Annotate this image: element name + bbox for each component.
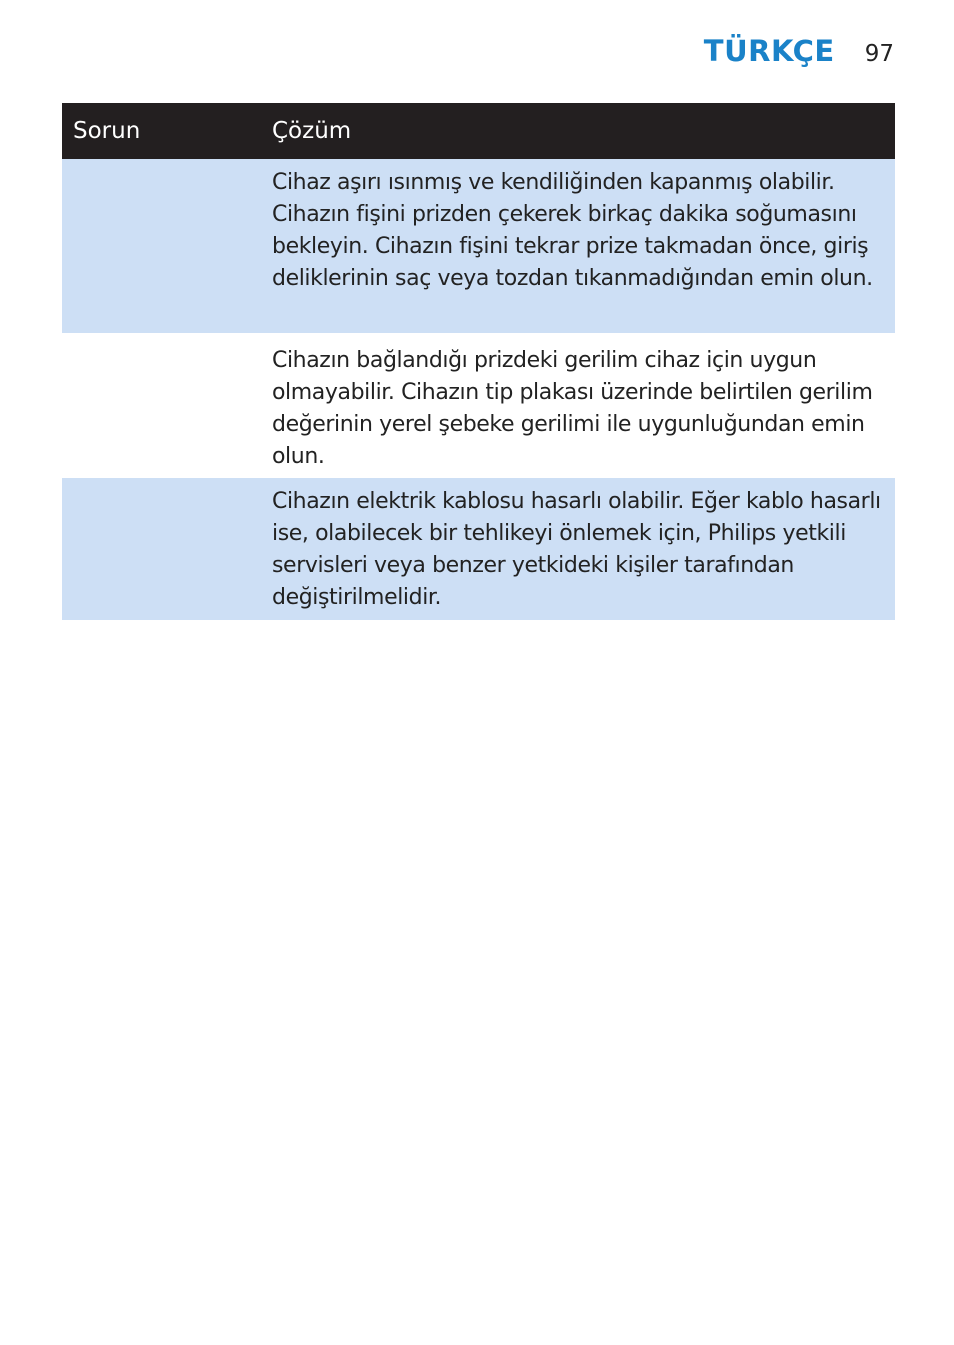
solution-cell: Cihazın elektrik kablosu hasarlı olabilir. Eğer kablo hasarlı ise, olabilecek bir tehlikeyi önlemek için, Philips yetkili servisleri veya benzer yetkideki kişiler tarafından değiştirilmelidir. [272, 489, 881, 610]
problem-cell [62, 337, 272, 478]
solution-cell: Cihazın bağlandığı prizdeki gerilim cihaz için uygun olmayabilir. Cihazın tip plakası üzerinde belirtilen gerilim değerinin yerel şebeke gerilimi ile uygunluğundan emin olun. [272, 348, 873, 469]
table-row [62, 478, 895, 620]
problem-cell [62, 478, 272, 620]
solution-cell: Cihaz aşırı ısınmış ve kendiliğinden kapanmış olabilir. Cihazın fişini prizden çekerek birkaç dakika soğumasını bekleyin. Cihazın fişini tekrar prize takmadan önce, giriş deliklerinin saç veya tozdan tıkanmadığından emin olun. [272, 170, 873, 291]
problem-cell [62, 159, 272, 333]
table-row [62, 159, 895, 333]
troubleshooting-table [62, 103, 895, 620]
column-header-solution: Çözüm [272, 118, 352, 144]
section-title: TÜRKÇE [703, 34, 835, 68]
page-number: 97 [864, 41, 894, 67]
column-header-problem: Sorun [73, 118, 141, 144]
page-header [704, 34, 894, 68]
table-row [62, 333, 895, 478]
table-header [62, 103, 895, 159]
